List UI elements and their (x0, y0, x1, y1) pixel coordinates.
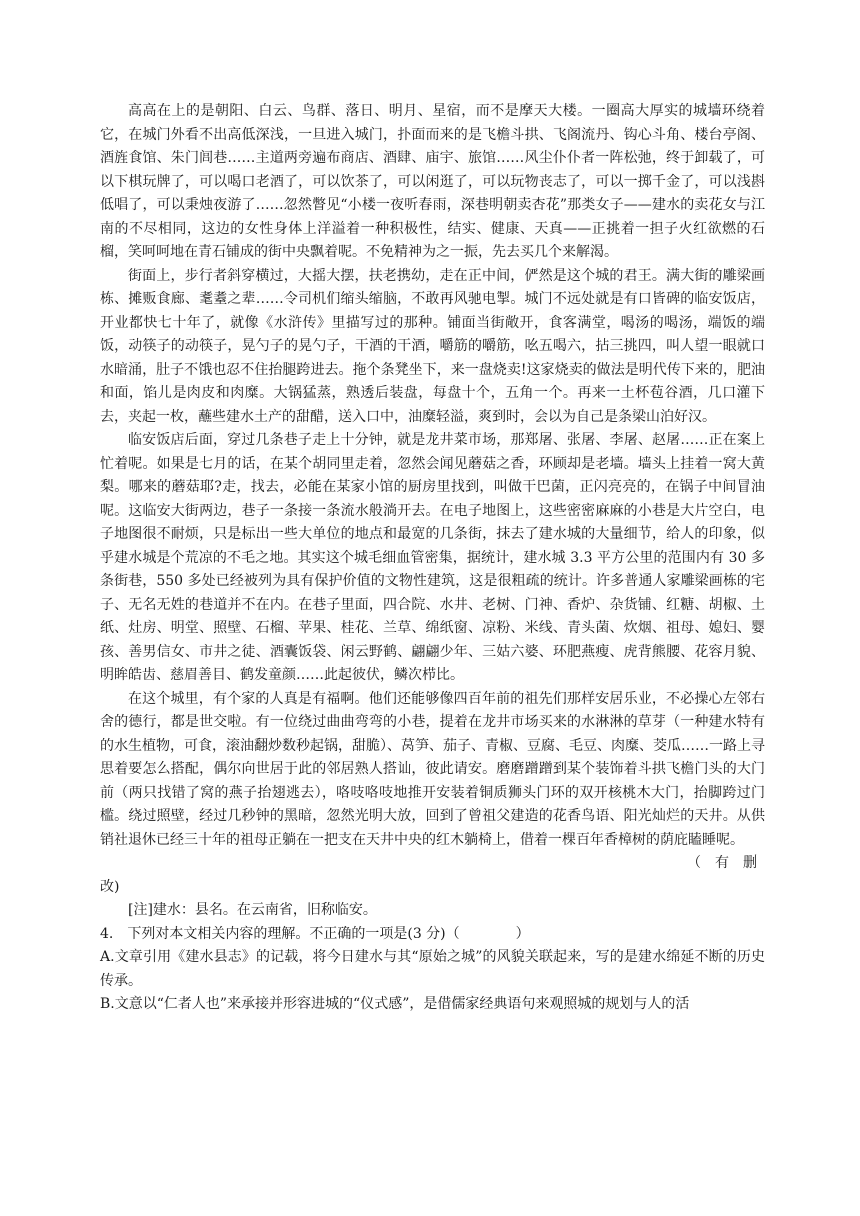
article-paragraph-4: 在这个城里，有个家的人真是有福啊。他们还能够像四百年前的祖先们那样安居乐业，不必操心左邻右舍的德行，都是世交啦。有一位绕过曲曲弯弯的小巷，提着在龙井市场买来的水淋淋的草芽（一种建水特有的水生植物，可食，滚油翻炒数秒起锅，甜脆）、莴笋、茄子、青椒、豆腐、毛豆、肉糜、茭瓜……一路上寻思着要怎么搭配，偶尔向世居于此的邻居熟人搭讪，彼此请安。磨磨蹭蹭到某个装饰着斗拱飞檐门头的大门前（两只找错了窝的燕子抬翅逃去），咯吱咯吱地推开安装着铜质狮头门环的双开核桃木大门，抬脚跨过门槛。绕过照壁，经过几秒钟的黑暗，忽然光明大放，回到了曾祖父建造的花香鸟语、阳光灿烂的天井。从供销社退休已经三十年的祖母正躺在一把支在天井中央的红木躺椅上，借着一棵百年香樟树的荫庇瞌睡呢。 (100, 690, 765, 848)
article-paragraph-1: 高高在上的是朝阳、白云、鸟群、落日、明月、星宿，而不是摩天大楼。一圈高大厚实的城墙环绕着它，在城门外看不出高低深浅，一旦进入城门，扑面而来的是飞檐斗拱、飞阁流丹、钩心斗角、楼台亭阁、酒旌食馆、朱门闾巷……主道两旁遍布商店、酒肆、庙宇、旅馆……风尘仆仆者一阵松弛，终于卸载了，可以下棋玩牌了，可以喝口老酒了，可以饮茶了，可以闲逛了，可以玩物丧志了，可以一掷千金了，可以浅斟低唱了，可以秉烛夜游了……忽然瞥见“小楼一夜听春雨，深巷明朝卖杏花”那类女子——建水的卖花女与江南的不尽相同，这边的女性身体上洋溢着一种积极性，结实、健康、天真——正挑着一担子火红欲燃的石榴，笑呵呵地在青石铺成的街中央飘着呢。不免精神为之一振，先去买几个来解渴。 (100, 103, 765, 260)
annotation-note: [注]建水：县名。在云南省，旧称临安。 (128, 902, 377, 918)
option-b: B.文意以“仁者人也”来承接并形容进城的“仪式感”，是借儒家经典语句来观照城的规划与人的活 (100, 996, 690, 1012)
article-paragraph-2: 街面上，步行者斜穿横过，大摇大摆，扶老携幼，走在正中间，俨然是这个城的君王。满大街的雕梁画栋、摊贩食廊、耄耋之辈……令司机们缩头缩脑，不敢再风驰电掣。城门不远处就是有口皆碑的临安饭店，开业都快七十年了，就像《水浒传》里描写过的那种。铺面当街敞开，食客满堂，喝汤的喝汤，端饭的端饭，动筷子的动筷子，晃勺子的晃勺子，干酒的干酒，嚼筋的嚼筋，吆五喝六，拈三挑四，叫人望一眼就口水暗涌，肚子不饿也忍不住抬腿跨进去。拖个条凳坐下，来一盘烧卖!这家烧卖的做法是明代传下来的，肥油和面，馅儿是肉皮和肉糜。大锅猛蒸，熟透后装盘，每盘十个，五角一个。再来一土杯苞谷酒，几口灌下去，夹起一枚，蘸些建水土产的甜醋，送入口中，油糜轻溢，爽到时，会以为自己是条梁山泊好汉。 (100, 267, 765, 425)
article-paragraph-3: 临安饭店后面，穿过几条巷子走上十分钟，就是龙井菜市场，那郑屠、张屠、李屠、赵屠……正在案上忙着呢。如果是七月的话，在某个胡同里走着，忽然会闻见蘑菇之香，环顾却是老墙。墙头上挂着一窝大黄梨。哪来的蘑菇耶?走，找去，必能在某家小馆的厨房里找到，叫做干巴菌，正闪亮亮的，在锅子中间冒油呢。这临安大街两边，巷子一条接一条流水般淌开去。在电子地图上，这些密密麻麻的小巷是大片空白，电子地图很不耐烦，只是标出一些大单位的地点和最宽的几条街，抹去了建水城的大量细节，给人的印象，似乎建水城是个荒凉的不毛之地。其实这个城毛细血管密集，据统计，建水城 3.3 平方公里的范围内有 30 多条街巷，550 多处已经被列为具有保护价值的文物性建筑，这是很粗疏的统计。许多普通人家雕梁画栋的宅子、无名无姓的巷道并不在内。在巷子里面，四合院、水井、老树、门神、香炉、杂货铺、红糖、胡椒、土纸、灶房、明堂、照壁、石榴、苹果、桂花、兰草、绵纸窗、凉粉、米线、青头菌、炊烟、祖母、媳妇、婴孩、善男信女、市井之徒、酒囊饭袋、闲云野鹤、翩翩少年、三姑六婆、环肥燕瘦、虎背熊腰、花容月貌、明眸皓齿、慈眉善目、鹤发童颜……此起彼伏，鳞次栉比。 (100, 432, 765, 683)
option-a: A.文章引用《建水县志》的记载，将今日建水与其“原始之城”的风貌关联起来，写的是建水绵延不断的历史传承。 (100, 949, 765, 989)
document-page (100, 100, 765, 1017)
question-stem: 4. 下列对本文相关内容的理解。不正确的一项是(3 分)（ ） (100, 925, 530, 942)
source-note: （ 有 删 (687, 855, 757, 871)
source-note-tail: 改) (100, 878, 120, 895)
